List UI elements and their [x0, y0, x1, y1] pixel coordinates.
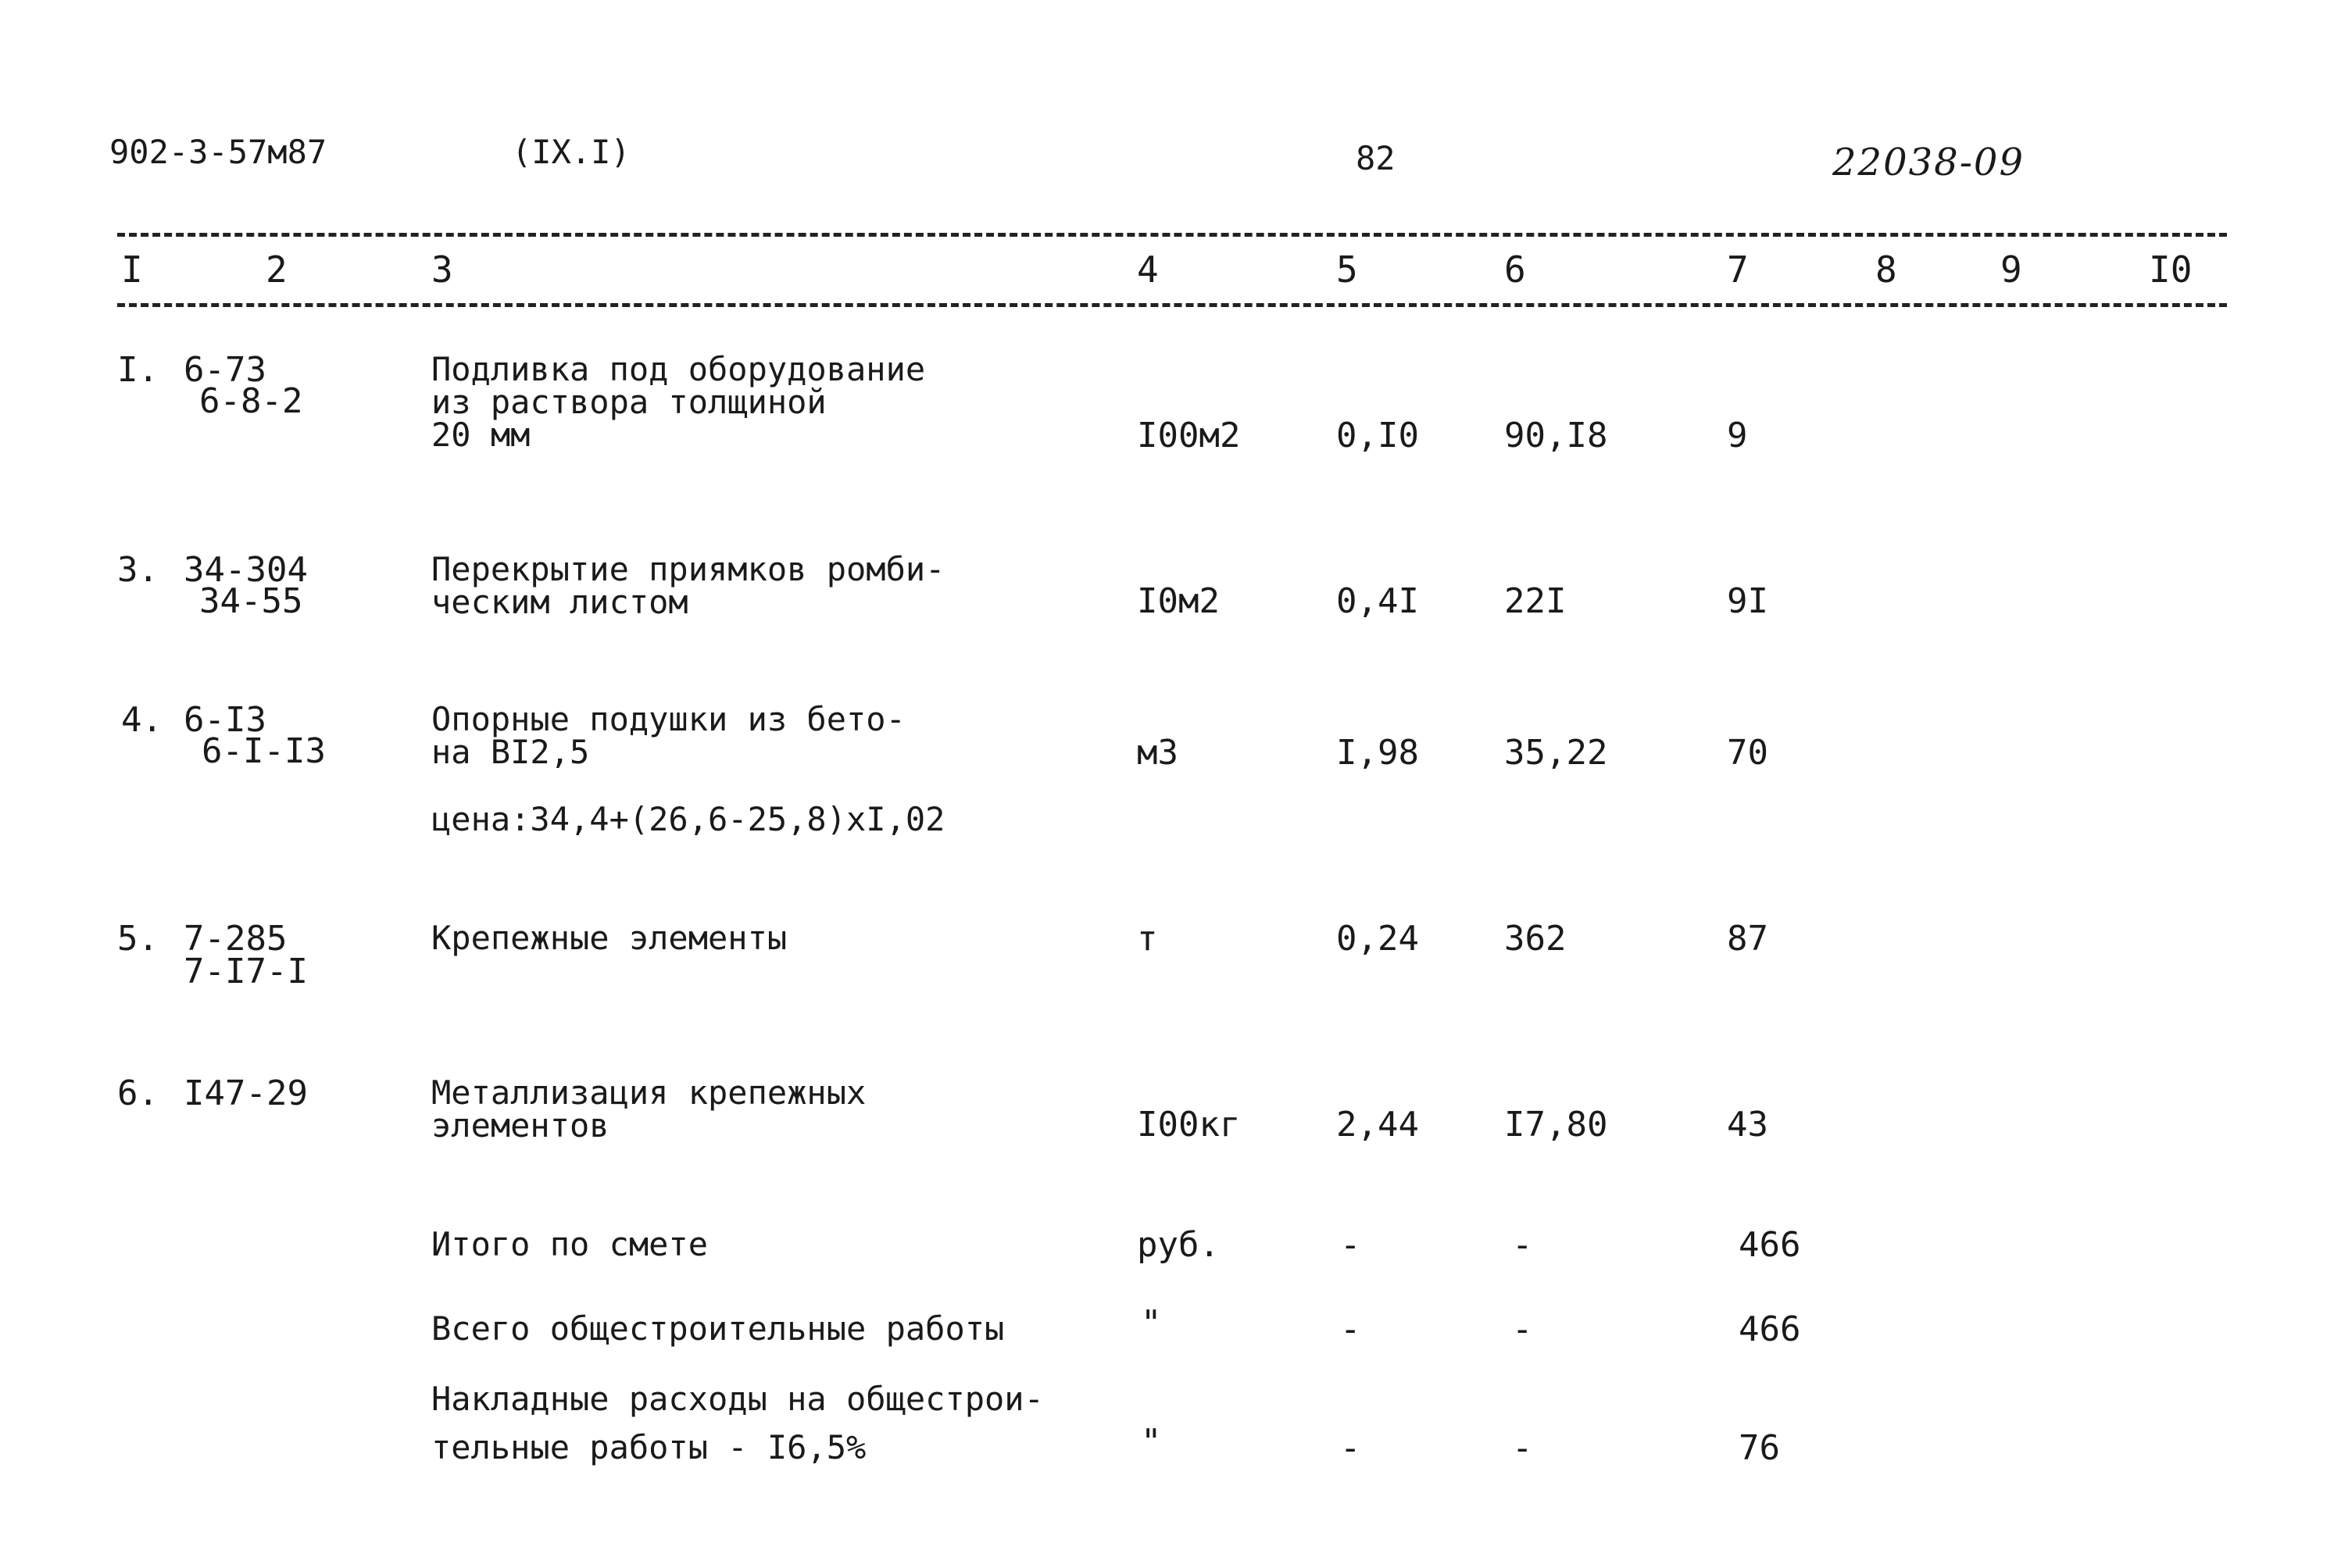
handwritten-number: 22038-09	[1832, 141, 2025, 184]
quantity: 0,I0	[1336, 416, 1419, 455]
norm-code: 6-73	[184, 350, 266, 390]
description-line: Крепежные элементы	[431, 919, 788, 957]
unit-price: -	[1512, 1309, 1533, 1349]
total-cost: 9	[1727, 416, 1748, 455]
norm-code: 6-I3	[184, 700, 266, 740]
description-line: Металлизация крепежных	[431, 1073, 867, 1112]
unit: I0м2	[1137, 581, 1220, 621]
column-number-8: 8	[1875, 248, 1897, 291]
norm-code: 34-304	[184, 550, 308, 590]
quantity: I,98	[1336, 733, 1419, 773]
norm-code: 7-285	[184, 919, 288, 959]
unit-price: 22I	[1504, 581, 1567, 621]
total-cost: 9I	[1727, 581, 1768, 621]
summary-label: Всего общестроительные работы	[431, 1309, 1005, 1348]
row-number: 4.	[121, 700, 163, 740]
price-code: 7-I7-I	[184, 952, 308, 991]
column-number-7: 7	[1727, 248, 1749, 291]
description-line: 20 мм	[431, 416, 531, 454]
column-number-10: I0	[2149, 248, 2193, 291]
unit-price: I7,80	[1504, 1105, 1608, 1145]
unit-price: 35,22	[1504, 733, 1608, 773]
price-code: 6-8-2	[199, 381, 303, 421]
total-cost: 76	[1739, 1428, 1780, 1468]
unit-price: -	[1512, 1428, 1533, 1468]
column-number-4: 4	[1137, 248, 1159, 291]
quantity: -	[1340, 1309, 1361, 1349]
unit: м3	[1137, 733, 1178, 773]
row-number: I.	[117, 350, 159, 390]
unit: т	[1137, 919, 1158, 959]
description-line: Перекрытие приямков ромби-	[431, 550, 945, 588]
quantity: 0,4I	[1336, 581, 1419, 621]
description-line: из раствора толщиной	[431, 383, 827, 421]
description-line: Подливка под оборудование	[431, 350, 926, 388]
column-number-2: 2	[266, 248, 288, 291]
quantity: 0,24	[1336, 919, 1419, 959]
total-cost: 466	[1739, 1225, 1801, 1265]
unit: "	[1141, 1303, 1162, 1343]
description-line: ческим листом	[431, 583, 688, 621]
document-code: 902-3-57м87	[109, 133, 327, 171]
unit: I00кг	[1137, 1105, 1241, 1145]
price-code: 6-I-I3	[202, 731, 326, 771]
header-top-rule	[117, 233, 2227, 237]
total-cost: 466	[1739, 1309, 1801, 1349]
unit-price: 362	[1504, 919, 1567, 959]
section-label: (IX.I)	[512, 133, 631, 171]
total-cost: 43	[1727, 1105, 1768, 1145]
header-bottom-rule	[117, 303, 2227, 307]
column-number-3: 3	[431, 248, 453, 291]
summary-label: Итого по смете	[431, 1225, 709, 1263]
unit-price: 90,I8	[1504, 416, 1608, 455]
summary-label: тельные работы - I6,5%	[431, 1428, 867, 1466]
description-line: элементов	[431, 1106, 609, 1145]
column-number-5: 5	[1336, 248, 1358, 291]
page-number: 82	[1356, 139, 1396, 177]
row-number: 3.	[117, 550, 159, 590]
total-cost: 87	[1727, 919, 1768, 959]
unit: I00м2	[1137, 416, 1241, 455]
total-cost: 70	[1727, 733, 1768, 773]
column-number-6: 6	[1504, 248, 1526, 291]
price-code: 34-55	[199, 581, 303, 621]
quantity: -	[1340, 1428, 1361, 1468]
summary-label: Накладные расходы на общестрои-	[431, 1380, 1044, 1418]
quantity: -	[1340, 1225, 1361, 1265]
description-line: Опорные подушки из бето-	[431, 700, 906, 738]
column-number-9: 9	[2000, 248, 2022, 291]
description-line: на BI2,5	[431, 733, 590, 771]
row-number: 5.	[117, 919, 159, 959]
unit: "	[1141, 1422, 1162, 1462]
quantity: 2,44	[1336, 1105, 1419, 1145]
unit-price: -	[1512, 1225, 1533, 1265]
price-note: цена:34,4+(26,6-25,8)хI,02	[431, 800, 945, 838]
unit: руб.	[1137, 1225, 1220, 1265]
column-number-1: I	[121, 248, 143, 291]
norm-code: I47-29	[184, 1073, 308, 1113]
row-number: 6.	[117, 1073, 159, 1113]
